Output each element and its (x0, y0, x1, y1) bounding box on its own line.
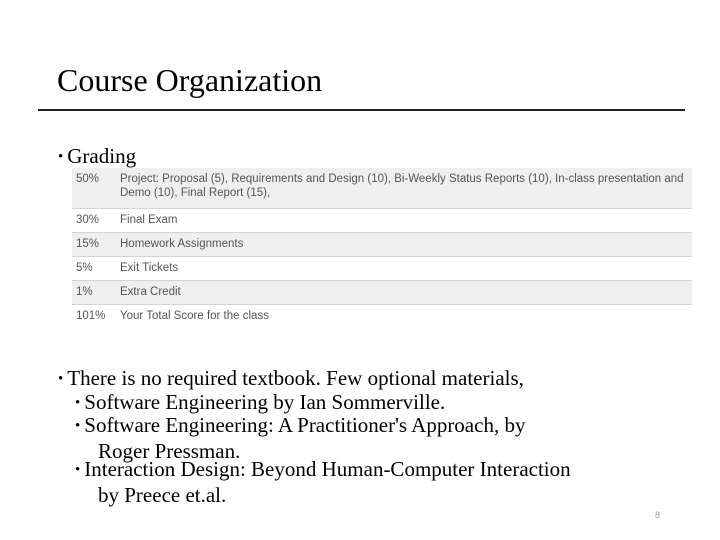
material-text: Interaction Design: Beyond Human-Computer Interaction (84, 457, 571, 481)
slide-title: Course Organization (57, 62, 323, 98)
bullet-marker: • (58, 149, 64, 165)
table-row (72, 281, 692, 305)
table-row (72, 209, 692, 233)
material-text: Software Engineering: A Practitioner's Approach, by (84, 413, 526, 437)
material-text: Software Engineering by Ian Sommerville. (84, 390, 446, 414)
bullet-marker: • (75, 395, 81, 411)
grade-percent: 5% (76, 262, 93, 274)
table-row (72, 257, 692, 281)
grading-table (72, 168, 692, 328)
grade-percent: 1% (76, 286, 93, 298)
grade-percent: 15% (76, 238, 100, 250)
bullet-grading-text: Grading (67, 144, 137, 168)
table-row (72, 305, 692, 329)
material-item (75, 458, 571, 507)
bullet-textbook-text: There is no required textbook. Few optional materials, (67, 366, 524, 390)
table-row (72, 233, 692, 257)
grade-percent: 50% (76, 173, 100, 185)
grade-item: Extra Credit (120, 286, 181, 298)
bullet-marker: • (75, 418, 81, 434)
grade-percent: 30% (76, 214, 100, 226)
grade-item: Final Exam (120, 214, 178, 226)
material-text-continued: by Preece et.al. (98, 483, 227, 507)
grade-item: Project: Proposal (5), Requirements and Design (10), Bi-Weekly Status Reports (10), In-class presentation and Demo (10), Final Report (15), (120, 173, 684, 199)
material-item (75, 414, 525, 463)
grade-item: Exit Tickets (120, 262, 179, 274)
grade-percent: 101% (76, 310, 106, 322)
table-row (72, 168, 692, 209)
page-number: 8 (655, 510, 661, 520)
title-divider (38, 109, 685, 111)
bullet-marker: • (58, 371, 64, 387)
bullet-marker: • (75, 462, 81, 478)
grade-item: Homework Assignments (120, 238, 244, 250)
grade-item: Your Total Score for the class (120, 310, 269, 322)
material-text-continued: Roger Pressman. (98, 439, 241, 463)
